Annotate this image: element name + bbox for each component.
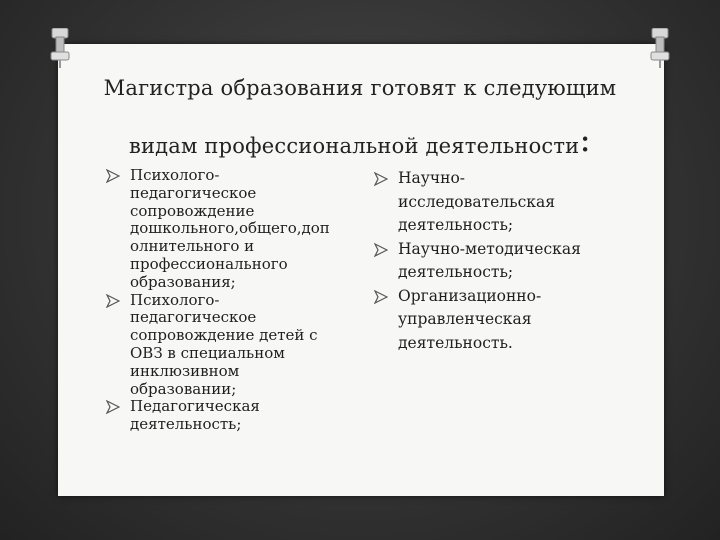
right-bullet-list (372, 167, 622, 355)
right-list-item (372, 238, 622, 285)
arrow-bullet-icon (374, 290, 388, 304)
right-list-item (372, 167, 622, 238)
left-bullet-column (104, 167, 354, 434)
left-list-item-text: Психолого- педагогическое сопровождение дошкольного,общего,доп олнительного и профессионального образования; (130, 166, 330, 291)
left-list-item-text: Психолого- педагогическое сопровождение детей с ОВЗ в специальном инклюзивном образовании; (130, 290, 318, 398)
slide-title-line-1: Магистра образования готовят к следующим (103, 76, 617, 100)
arrow-bullet-icon (106, 169, 120, 183)
left-list-item (104, 398, 354, 434)
left-list-item-text: Педагогическая деятельность; (130, 397, 260, 434)
right-list-item-text: Научно-методическая деятельность; (398, 239, 581, 281)
left-list-item (104, 167, 354, 292)
slide-title-line-2 (60, 120, 660, 160)
pushpin-icon (649, 28, 671, 68)
arrow-bullet-icon (374, 243, 388, 257)
arrow-bullet-icon (106, 294, 120, 308)
left-bullet-list (104, 167, 354, 434)
right-list-item-text: Научно- исследовательская деятельность; (398, 169, 555, 234)
slide-title-line-2-text: видам профессиональной деятельности (128, 134, 580, 158)
slide-title-colon: : (579, 120, 592, 160)
right-list-item (372, 285, 622, 356)
arrow-bullet-icon (374, 172, 388, 186)
pushpin-icon (49, 28, 71, 68)
right-list-item-text: Организационно- управленческая деятельность. (398, 286, 542, 352)
arrow-bullet-icon (106, 400, 120, 414)
right-bullet-column (372, 167, 622, 355)
left-list-item (104, 292, 354, 399)
